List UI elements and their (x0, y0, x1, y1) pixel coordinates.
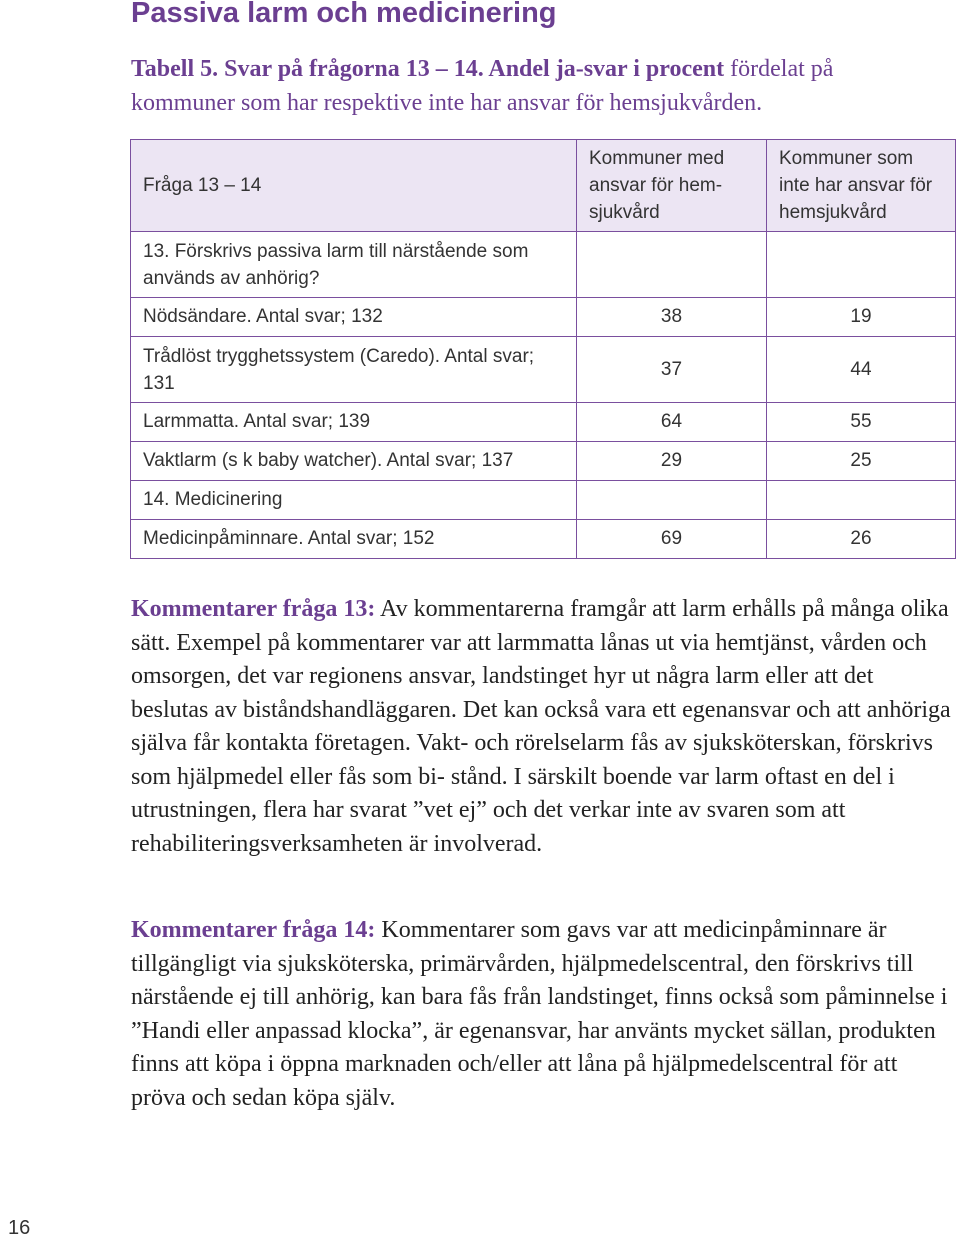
page-title: Passiva larm och medicinering (131, 0, 557, 29)
comment-14-heading: Kommentarer fråga 14: (131, 917, 376, 943)
comment-13-heading: Kommentarer fråga 13: (131, 596, 376, 622)
comment-question-13 (131, 593, 951, 861)
page-number: 16 (8, 1217, 31, 1239)
row-label: Vaktlarm (s k baby watcher). Antal svar; 137 (131, 442, 577, 481)
comment-13-text: Av kommentarerna framgår att larm erhålls på många olika sätt. Exempel på kommentarer var att larmmatta lånas ut via hemtjänst, vården och omsorgen, det var regionens ansvar, landstinget hyr ut några larm eller att det beslutas av biståndshandläggaren. Det kan också vara ett egenansvar och att anhöriga själva får kontakta företagen. Vakt- och rörelselarm fås av sjuksköterskan, förskrivs som hjälpmedel eller fås som bi- stånd. I särskilt boende var larm oftast en del i utrustningen, flera har svarat ”vet ej” och det verkar inte av svaren som att rehabiliteringsverksamheten är involverad. (131, 596, 951, 857)
comment-14-text: Kommentarer som gavs var att medicinpåminnare är tillgängligt via sjuksköterska, primärvården, hjälpmedelscentral, den förskrivs till närstående ej till anhörig, kan bara fås från landstinget, finns också som påminnelse i ”Handi eller anpassad klocka”, är egenansvar, har använts mycket sällan, produkten finns att köpa i öppna marknaden och/eller att låna på hjälpmedelscentral för att pröva och sedan köpa själv. (131, 917, 948, 1111)
row-value-without: 26 (767, 520, 956, 559)
caption-lead: Tabell 5. Svar på frågorna 13 – 14. Andel ja-svar i procent (131, 56, 725, 82)
row-value-with: 37 (577, 337, 767, 403)
table-row (131, 481, 956, 520)
row-label: Medicinpåminnare. Antal svar; 152 (131, 520, 577, 559)
row-value-with: 64 (577, 403, 767, 442)
caption-rest: fördelat på kommuner som har respektive inte har ansvar för hemsjukvården. (131, 56, 834, 116)
row-value-with: 69 (577, 520, 767, 559)
header-question: Fråga 13 – 14 (131, 140, 577, 232)
row-label: Nödsändare. Antal svar; 132 (131, 298, 577, 337)
header-without-responsibility: Kommuner som inte har ansvar för hemsjukvård (767, 140, 956, 232)
row-value-with (577, 481, 767, 520)
header-with-responsibility: Kommuner med ansvar för hem- sjukvård (577, 140, 767, 232)
row-value-without: 25 (767, 442, 956, 481)
row-label: 14. Medicinering (131, 481, 577, 520)
comment-question-14 (131, 914, 951, 1115)
row-value-with: 38 (577, 298, 767, 337)
row-value-without: 19 (767, 298, 956, 337)
row-label: Larmmatta. Antal svar; 139 (131, 403, 577, 442)
row-value-without: 44 (767, 337, 956, 403)
table-header-row (131, 140, 956, 232)
table-row (131, 232, 956, 298)
row-value-without: 55 (767, 403, 956, 442)
row-value-with: 29 (577, 442, 767, 481)
results-table (130, 139, 956, 559)
table-row (131, 442, 956, 481)
table-row (131, 520, 956, 559)
table-row (131, 298, 956, 337)
table-caption (131, 52, 941, 120)
table-row (131, 403, 956, 442)
row-value-without (767, 481, 956, 520)
row-label: 13. Förskrivs passiva larm till närstående som används av anhörig? (131, 232, 577, 298)
row-label: Trådlöst trygghetssystem (Caredo). Antal svar; 131 (131, 337, 577, 403)
table-row (131, 337, 956, 403)
row-value-with (577, 232, 767, 298)
row-value-without (767, 232, 956, 298)
